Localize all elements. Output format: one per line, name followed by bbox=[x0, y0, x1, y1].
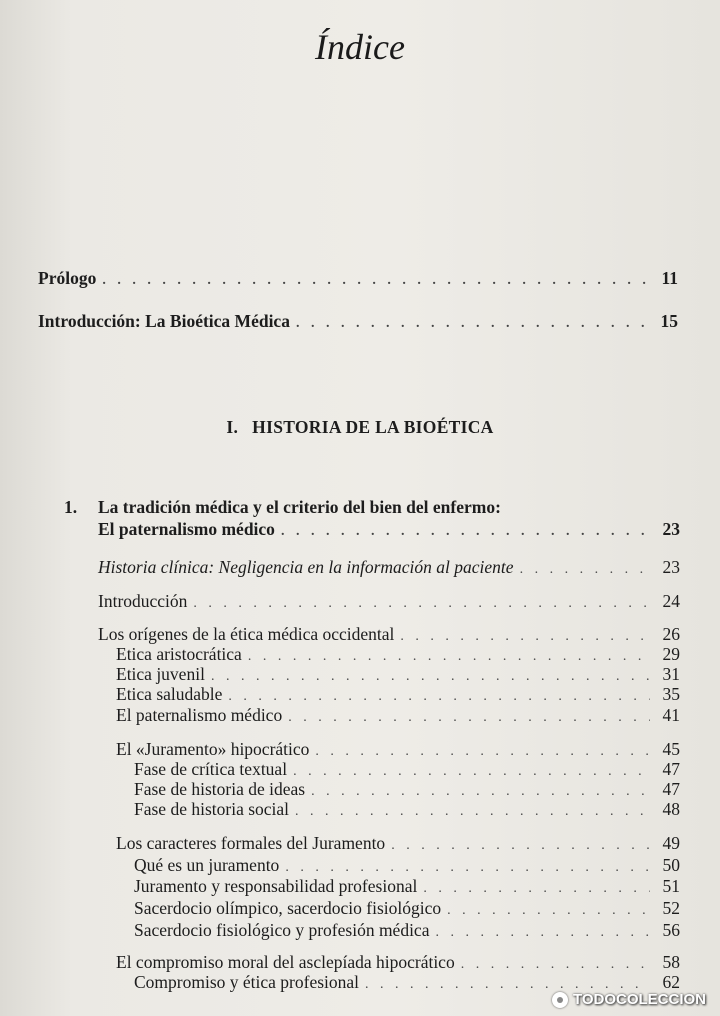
toc-entry-label: Sacerdocio fisiológico y profesión médica bbox=[134, 920, 430, 940]
toc-entry-label: Sacerdocio olímpico, sacerdocio fisiológico bbox=[134, 898, 442, 918]
toc-entry bbox=[134, 759, 680, 780]
toc-entry-page: 15 bbox=[660, 311, 678, 331]
toc-entry-page: 56 bbox=[662, 920, 680, 940]
toc-entry-label: Juramento y responsabilidad profesional bbox=[134, 876, 418, 896]
leader-dots bbox=[211, 669, 650, 685]
toc-entry bbox=[116, 705, 680, 726]
todocoleccion-logo-icon bbox=[552, 992, 568, 1008]
leader-dots bbox=[461, 957, 650, 973]
toc-entry-page: 26 bbox=[662, 624, 680, 644]
toc-entry-label: Etica juvenil bbox=[116, 664, 205, 684]
toc-entry-label: Etica aristocrática bbox=[116, 644, 242, 664]
chapter-title-line2 bbox=[98, 519, 680, 540]
toc-entry-label: El «Juramento» hipocrático bbox=[116, 739, 310, 759]
toc-entry-page: 51 bbox=[662, 876, 680, 896]
toc-entry-page: 50 bbox=[662, 855, 680, 875]
toc-entry-introduccion bbox=[38, 311, 678, 332]
toc-entry bbox=[134, 855, 680, 876]
toc-entry-page: 45 bbox=[662, 739, 680, 759]
toc-entry-label: Qué es un juramento bbox=[134, 855, 280, 875]
toc-entry-label: Los caracteres formales del Juramento bbox=[116, 833, 386, 853]
toc-entry-page: 41 bbox=[662, 705, 680, 725]
leader-dots bbox=[281, 524, 650, 540]
toc-entry-label: El paternalismo médico bbox=[98, 519, 275, 539]
toc-entry-label: Etica saludable bbox=[116, 684, 223, 704]
toc-entry bbox=[116, 664, 680, 685]
toc-entry bbox=[134, 898, 680, 919]
leader-dots bbox=[520, 562, 650, 578]
toc-entry-label: Fase de historia de ideas bbox=[134, 779, 306, 799]
toc-entry-label: El compromiso moral del asclepíada hipocrático bbox=[116, 952, 455, 972]
leader-dots bbox=[228, 689, 650, 705]
toc-entry-page: 48 bbox=[662, 799, 680, 819]
toc-entry-label: Los orígenes de la ética médica occidental bbox=[98, 624, 395, 644]
toc-entry bbox=[116, 644, 680, 665]
watermark-text: TODOCOLECCION bbox=[572, 991, 706, 1008]
toc-entry bbox=[134, 876, 680, 897]
leader-dots bbox=[102, 273, 648, 289]
leader-dots bbox=[391, 838, 650, 854]
toc-entry bbox=[116, 952, 680, 973]
toc-entry bbox=[116, 739, 680, 760]
toc-entry-page: 23 bbox=[662, 519, 680, 539]
toc-entry bbox=[134, 920, 680, 941]
toc-entry-page: 49 bbox=[662, 833, 680, 853]
toc-entry bbox=[116, 684, 680, 705]
toc-entry-prologo bbox=[38, 268, 678, 289]
chapter-title-line1: La tradición médica y el criterio del bien del enfermo: bbox=[98, 497, 501, 517]
leader-dots bbox=[447, 903, 650, 919]
toc-entry-page: 11 bbox=[661, 268, 678, 288]
toc-entry-label: Historia clínica: Negligencia en la información al paciente bbox=[98, 557, 514, 577]
toc-entry bbox=[134, 779, 680, 800]
toc-entry-page: 31 bbox=[662, 664, 680, 684]
watermark bbox=[552, 991, 706, 1008]
toc-entry-label: Fase de crítica textual bbox=[134, 759, 288, 779]
toc-entry bbox=[98, 557, 680, 578]
leader-dots bbox=[311, 784, 650, 800]
toc-entry-label: Compromiso y ética profesional bbox=[134, 972, 360, 992]
leader-dots bbox=[193, 596, 650, 612]
toc-entry-label: Introducción bbox=[98, 591, 188, 611]
leader-dots bbox=[288, 710, 650, 726]
part-heading: I. HISTORIA DE LA BIOÉTICA bbox=[226, 417, 494, 437]
toc-entry-label: Prólogo bbox=[38, 268, 97, 288]
toc-entry-page: 47 bbox=[662, 779, 680, 799]
leader-dots bbox=[295, 804, 650, 820]
leader-dots bbox=[293, 764, 650, 780]
toc-entry-page: 29 bbox=[662, 644, 680, 664]
toc-entry-page: 58 bbox=[662, 952, 680, 972]
leader-dots bbox=[400, 629, 650, 645]
leader-dots bbox=[296, 316, 648, 332]
leader-dots bbox=[423, 881, 650, 897]
toc-entry bbox=[116, 833, 680, 854]
toc-entry-page: 24 bbox=[662, 591, 680, 611]
toc-entry-page: 52 bbox=[662, 898, 680, 918]
leader-dots bbox=[435, 925, 650, 941]
toc-entry bbox=[98, 624, 680, 645]
toc-entry-label: Fase de historia social bbox=[134, 799, 290, 819]
toc-entry bbox=[98, 591, 680, 612]
leader-dots bbox=[248, 649, 650, 665]
toc-entry-page: 47 bbox=[662, 759, 680, 779]
toc-entry bbox=[134, 799, 680, 820]
toc-entry-label: El paternalismo médico bbox=[116, 705, 283, 725]
toc-entry bbox=[134, 972, 680, 993]
toc-entry-page: 23 bbox=[662, 557, 680, 577]
toc-entry-page: 62 bbox=[662, 972, 680, 992]
toc-entry-label: Introducción: La Bioética Médica bbox=[38, 311, 290, 331]
page-title: Índice bbox=[315, 27, 405, 67]
toc-entry-page: 35 bbox=[662, 684, 680, 704]
leader-dots bbox=[285, 860, 650, 876]
chapter-number: 1. bbox=[64, 497, 78, 517]
leader-dots bbox=[315, 744, 650, 760]
